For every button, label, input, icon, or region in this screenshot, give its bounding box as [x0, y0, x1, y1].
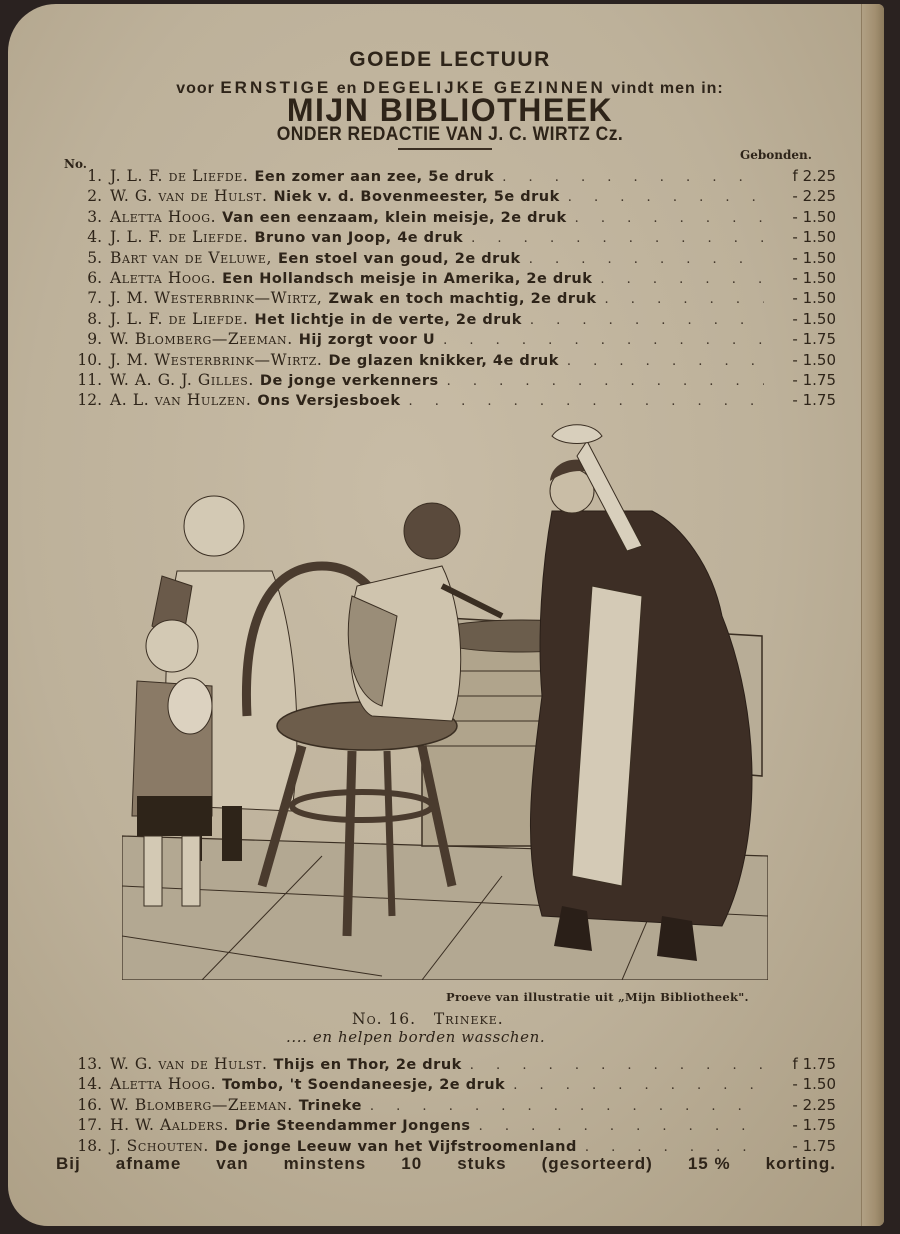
footer-word: (gesorteerd)	[541, 1154, 653, 1173]
header-subtitle-caps1: ERNSTIGE	[220, 78, 332, 97]
item-number: 9.	[87, 330, 102, 349]
list-item	[56, 186, 836, 206]
item-price: - 2.25	[792, 187, 836, 206]
item-number: 17.	[77, 1116, 102, 1135]
item-author: A. L. van Hulzen.	[110, 391, 252, 410]
item-title: Een zomer aan zee, 5e druk	[254, 169, 495, 185]
item-title: Thijs en Thor, 2e druk	[273, 1057, 462, 1073]
item-author: H. W. Aalders.	[110, 1116, 229, 1135]
header-subtitle-pre: voor	[176, 80, 215, 97]
list-item	[56, 268, 836, 288]
item-price: - 1.50	[792, 248, 836, 267]
list-item	[56, 1054, 836, 1074]
leader-dots	[479, 1117, 764, 1137]
item-number: 7.	[87, 289, 102, 308]
leader-dots	[370, 1097, 764, 1117]
item-price: - 1.50	[792, 289, 836, 308]
item-title: Trineke	[298, 1097, 362, 1114]
item-author: Aletta Hoog.	[110, 268, 217, 287]
page-edge	[861, 4, 884, 1226]
list-item	[56, 288, 836, 308]
leader-dots	[529, 250, 764, 270]
item-title: Zwak en toch machtig, 2e druk	[328, 291, 597, 308]
footer-word: afname	[115, 1154, 182, 1173]
leader-dots	[568, 188, 764, 208]
list-item	[56, 248, 836, 268]
leader-dots	[409, 392, 764, 412]
list-item	[56, 390, 836, 410]
item-price: - 1.75	[792, 1116, 836, 1135]
leader-dots	[471, 229, 764, 249]
item-title: Van een eenzaam, klein meisje, 2e druk	[222, 209, 567, 226]
item-author: J. M. Westerbrink—Wirtz,	[110, 289, 323, 308]
illustration-caption-source: Proeve van illustratie uit „Mijn Bibliotheek".	[446, 990, 749, 1004]
header-subtitle-post: vindt men in:	[611, 80, 724, 97]
leader-dots	[600, 270, 764, 290]
item-title: Een Hollandsch meisje in Amerika, 2e druk	[222, 270, 593, 287]
list-item	[56, 329, 836, 349]
column-header-price: Gebonden.	[740, 148, 812, 162]
caption-title: Trineke.	[433, 1010, 504, 1028]
item-number: 4.	[87, 228, 102, 247]
item-author: W. Blomberg—Zeeman.	[110, 1095, 293, 1114]
item-number: 18.	[77, 1136, 102, 1155]
item-title: Het lichtje in de verte, 2e druk	[254, 311, 522, 328]
item-price: - 1.50	[792, 207, 836, 226]
item-author: Aletta Hoog.	[110, 207, 217, 226]
item-author: W. G. van de Hulst.	[110, 187, 268, 206]
item-price: f 2.25	[792, 167, 836, 185]
item-number: 3.	[87, 207, 102, 226]
illustration-trineke	[122, 416, 768, 980]
column-header-number: No.	[64, 157, 87, 171]
editor-line: ONDER REDACTIE VAN J. C. WIRTZ Cz.	[276, 124, 624, 145]
item-title: De jonge Leeuw van het Vijfstroomenland	[214, 1138, 577, 1155]
item-price: - 1.75	[792, 330, 836, 349]
discount-percent: 15 %	[687, 1154, 731, 1173]
item-price: - 1.50	[792, 350, 836, 369]
leader-dots	[502, 168, 764, 188]
header-divider	[398, 148, 492, 150]
list-item	[56, 1136, 836, 1156]
leader-dots	[605, 290, 764, 310]
item-author: J. L. F. de Liefde.	[110, 167, 249, 185]
item-author: W. Blomberg—Zeeman.	[110, 330, 293, 349]
caption-number: No. 16.	[352, 1010, 417, 1028]
list-item	[56, 309, 836, 329]
item-price: - 1.50	[792, 1075, 836, 1094]
item-number: 16.	[77, 1095, 102, 1114]
leader-dots	[513, 1076, 764, 1096]
item-author: J. L. F. de Liefde.	[110, 228, 249, 247]
item-title: Bruno van Joop, 4e druk	[254, 230, 464, 247]
item-author: J. Schouten.	[110, 1136, 209, 1155]
item-number: 14.	[77, 1075, 102, 1094]
footer-word: minstens	[283, 1154, 367, 1173]
footer-word: van	[216, 1154, 249, 1173]
leader-dots	[530, 311, 764, 331]
list-item	[56, 227, 836, 247]
item-number: 2.	[87, 187, 102, 206]
illustration-art	[122, 416, 768, 980]
item-number: 12.	[77, 391, 102, 410]
discount-footer	[56, 1154, 836, 1174]
item-title: De glazen knikker, 4e druk	[328, 352, 559, 369]
illustration-caption-number	[352, 1010, 504, 1028]
item-title: De jonge verkenners	[259, 372, 439, 389]
header-title: GOEDE LECTUUR	[349, 48, 551, 71]
list-item	[56, 350, 836, 370]
item-title: Drie Steendammer Jongens	[234, 1118, 471, 1135]
footer-word: 10	[401, 1154, 423, 1173]
item-author: Aletta Hoog.	[110, 1075, 217, 1094]
footer-word: korting.	[765, 1154, 836, 1173]
item-title: Tombo, 't Soendaneesje, 2e druk	[222, 1077, 506, 1094]
list-item	[56, 1095, 836, 1115]
list-item	[56, 1074, 836, 1094]
item-number: 5.	[87, 248, 102, 267]
header-subtitle-caps2: DEGELIJKE GEZINNEN	[362, 78, 606, 97]
leader-dots	[470, 1056, 764, 1076]
item-price: - 1.50	[792, 228, 836, 247]
item-title: Niek v. d. Bovenmeester, 5e druk	[273, 189, 560, 206]
item-price: - 1.75	[792, 370, 836, 389]
list-item	[56, 1115, 836, 1135]
list-item	[56, 207, 836, 227]
item-author: Bart van de Veluwe,	[110, 248, 273, 267]
item-price: - 1.50	[792, 309, 836, 328]
leader-dots	[567, 352, 764, 372]
book-list-top	[56, 166, 836, 411]
leader-dots	[447, 372, 764, 392]
leader-dots	[575, 209, 764, 229]
item-price: - 1.50	[792, 268, 836, 287]
illustration-caption-quote: .... en helpen borden wasschen.	[286, 1028, 546, 1046]
item-author: J. M. Westerbrink—Wirtz.	[110, 350, 323, 369]
item-author: J. L. F. de Liefde.	[110, 309, 249, 328]
item-number: 8.	[87, 309, 102, 328]
item-author: W. A. G. J. Gilles.	[110, 370, 254, 389]
item-number: 10.	[77, 350, 102, 369]
series-title: MIJN BIBLIOTHEEK	[286, 92, 614, 128]
item-price: - 1.75	[792, 391, 836, 410]
list-item	[56, 370, 836, 390]
footer-word: Bij	[56, 1154, 81, 1173]
item-number: 1.	[87, 167, 102, 185]
item-number: 11.	[77, 370, 102, 389]
item-number: 13.	[77, 1055, 102, 1073]
item-price: f 1.75	[792, 1055, 836, 1073]
footer-word: stuks	[457, 1154, 507, 1173]
item-price: - 2.25	[792, 1095, 836, 1114]
item-number: 6.	[87, 268, 102, 287]
header-subtitle-mid: en	[336, 80, 358, 97]
list-item	[56, 166, 836, 186]
book-list-bottom	[56, 1054, 836, 1156]
item-title: Hij zorgt voor U	[298, 332, 436, 349]
item-author: W. G. van de Hulst.	[110, 1055, 268, 1073]
item-price: - 1.75	[792, 1136, 836, 1155]
item-title: Een stoel van goud, 2e druk	[278, 250, 521, 267]
item-title: Ons Versjesboek	[257, 393, 401, 410]
leader-dots	[443, 331, 764, 351]
